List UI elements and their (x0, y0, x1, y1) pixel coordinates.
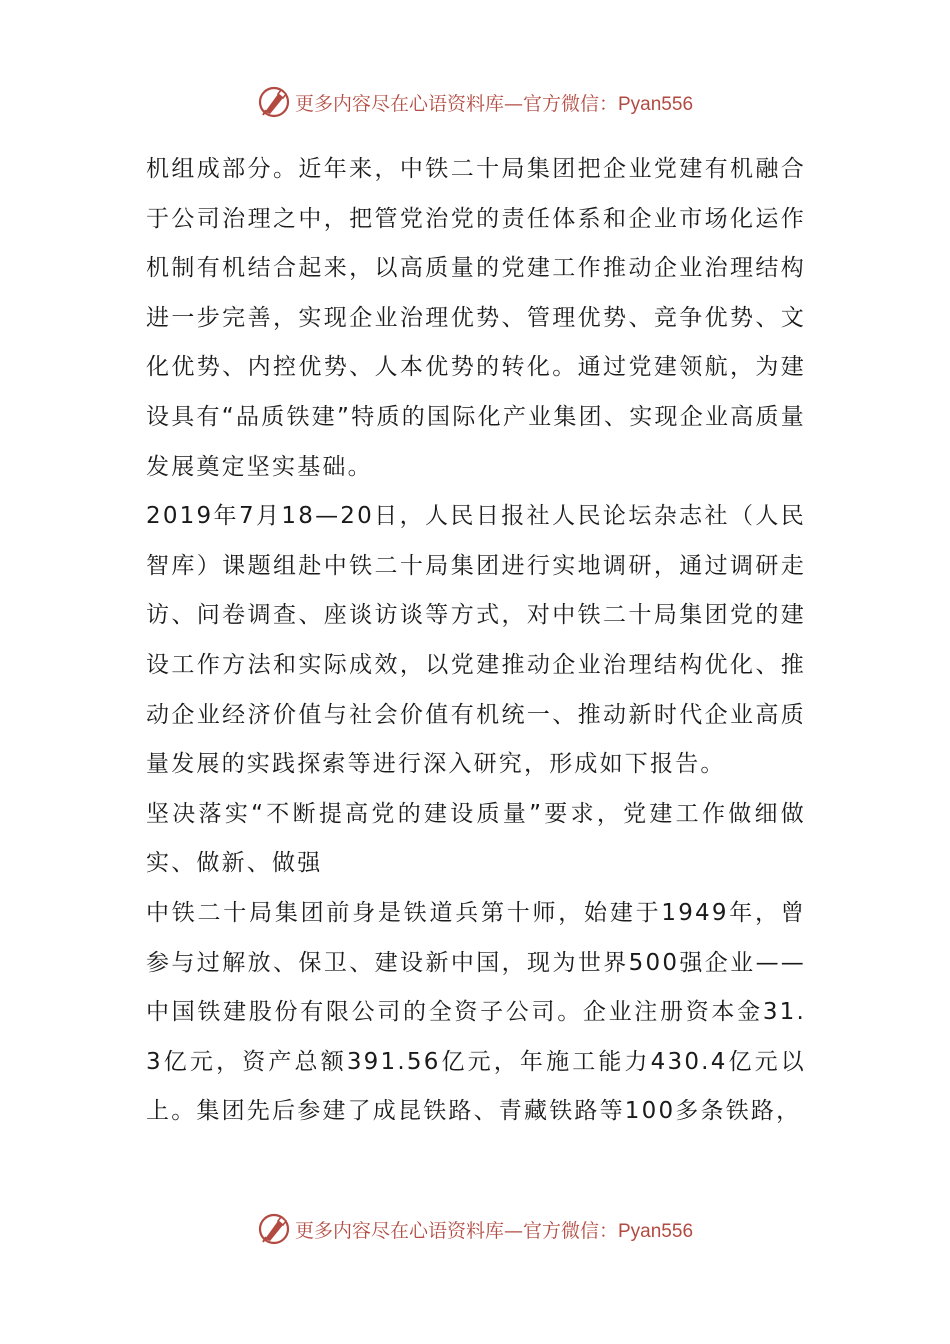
section-heading: 坚决落实“不断提高党的建设质量”要求，党建工作做细做实、做新、做强 (146, 800, 806, 877)
pen-nib-logo-icon (257, 85, 291, 119)
header-wechat-id: Pyan556 (618, 93, 694, 115)
paragraph-3: 中铁二十局集团前身是铁道兵第十师，始建于1949年，曾参与过解放、保卫、建设新中国，现为世界500强企业——中国铁建股份有限公司的全资子公司。企业注册资本金31.3亿元，资产总额391.56亿元，年施工能力430.4亿元以上。集团先后参建了成昆铁路、青藏铁路等100多条铁路， (146, 899, 806, 1125)
header-banner-inner (257, 85, 693, 119)
header-banner (0, 82, 950, 122)
footer-banner-inner (257, 1212, 693, 1246)
footer-banner-label: 更多内容尽在心语资料库—官方微信： (294, 1219, 618, 1242)
paragraph-2: 2019年7月18—20日，人民日报社人民论坛杂志社（人民智库）课题组赴中铁二十局集团进行实地调研，通过调研走访、问卷调查、座谈访谈等方式，对中铁二十局集团党的建设工作方法和实际成效，以党建推动企业治理结构优化、推动企业经济价值与社会价值有机统一、推动新时代企业高质量发展的实践探索等进行深入研究，形成如下报告。 (146, 503, 806, 778)
header-banner-label: 更多内容尽在心语资料库—官方微信： (294, 92, 618, 115)
pen-nib-logo-icon (257, 1212, 291, 1246)
paragraph-1: 机组成部分。近年来，中铁二十局集团把企业党建有机融合于公司治理之中，把管党治党的责任体系和企业市场化运作机制有机结合起来，以高质量的党建工作推动企业治理结构进一步完善，实现企业治理优势、管理优势、竞争优势、文化优势、内控优势、人本优势的转化。通过党建领航，为建设具有“品质铁建”特质的国际化产业集团、实现企业高质量发展奠定坚实基础。 (146, 156, 806, 480)
footer-banner-text (295, 1216, 693, 1243)
document-body (146, 145, 806, 1137)
footer-wechat-id: Pyan556 (618, 1220, 694, 1242)
header-banner-text (295, 89, 693, 116)
footer-banner (0, 1209, 950, 1249)
